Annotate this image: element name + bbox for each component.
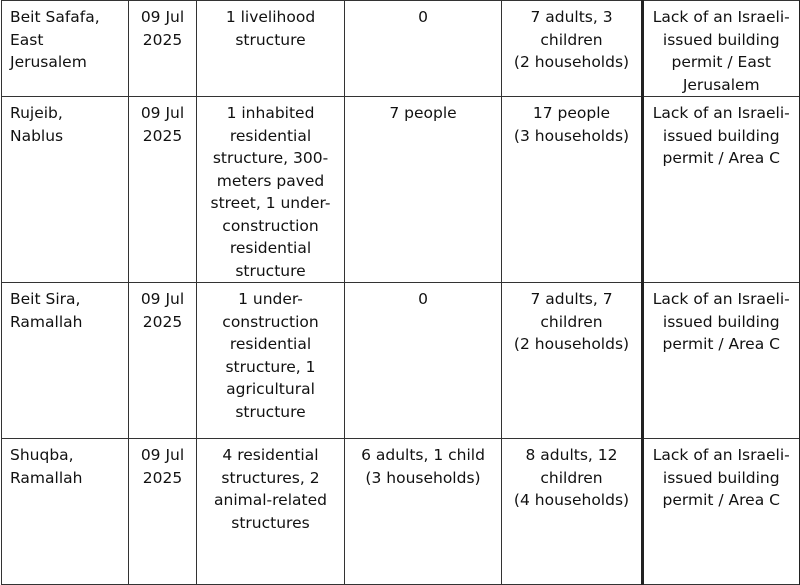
displaced-cell: 0 xyxy=(345,283,502,439)
structures-cell: 1 under- construction residential structure, 1 agricultural structure xyxy=(197,283,345,439)
demolitions-table xyxy=(1,0,800,585)
location-cell: Rujeib, Nablus xyxy=(2,97,129,283)
reason-cell: Lack of an Israeli- issued building permit / Area C xyxy=(643,283,800,439)
displaced-cell: 6 adults, 1 child (3 households) xyxy=(345,439,502,585)
location-cell: Shuqba, Ramallah xyxy=(2,439,129,585)
affected-cell: 7 adults, 3 children (2 households) xyxy=(502,1,643,97)
date-cell: 09 Jul 2025 xyxy=(129,1,197,97)
structures-cell: 1 inhabited residential structure, 300- meters paved street, 1 under- construction residential structure xyxy=(197,97,345,283)
location-cell: Beit Safafa, East Jerusalem xyxy=(2,1,129,97)
reason-cell: Lack of an Israeli- issued building permit / Area C xyxy=(643,97,800,283)
displaced-cell: 7 people xyxy=(345,97,502,283)
displaced-cell: 0 xyxy=(345,1,502,97)
table-row xyxy=(2,97,800,283)
reason-cell: Lack of an Israeli- issued building permit / Area C xyxy=(643,439,800,585)
date-cell: 09 Jul 2025 xyxy=(129,283,197,439)
structures-cell: 1 livelihood structure xyxy=(197,1,345,97)
table-row xyxy=(2,283,800,439)
affected-cell: 17 people (3 households) xyxy=(502,97,643,283)
date-cell: 09 Jul 2025 xyxy=(129,97,197,283)
table-row xyxy=(2,1,800,97)
affected-cell: 7 adults, 7 children (2 households) xyxy=(502,283,643,439)
date-cell: 09 Jul 2025 xyxy=(129,439,197,585)
table-row xyxy=(2,439,800,585)
location-cell: Beit Sira, Ramallah xyxy=(2,283,129,439)
reason-cell: Lack of an Israeli- issued building permit / East Jerusalem xyxy=(643,1,800,97)
affected-cell: 8 adults, 12 children (4 households) xyxy=(502,439,643,585)
structures-cell: 4 residential structures, 2 animal-related structures xyxy=(197,439,345,585)
